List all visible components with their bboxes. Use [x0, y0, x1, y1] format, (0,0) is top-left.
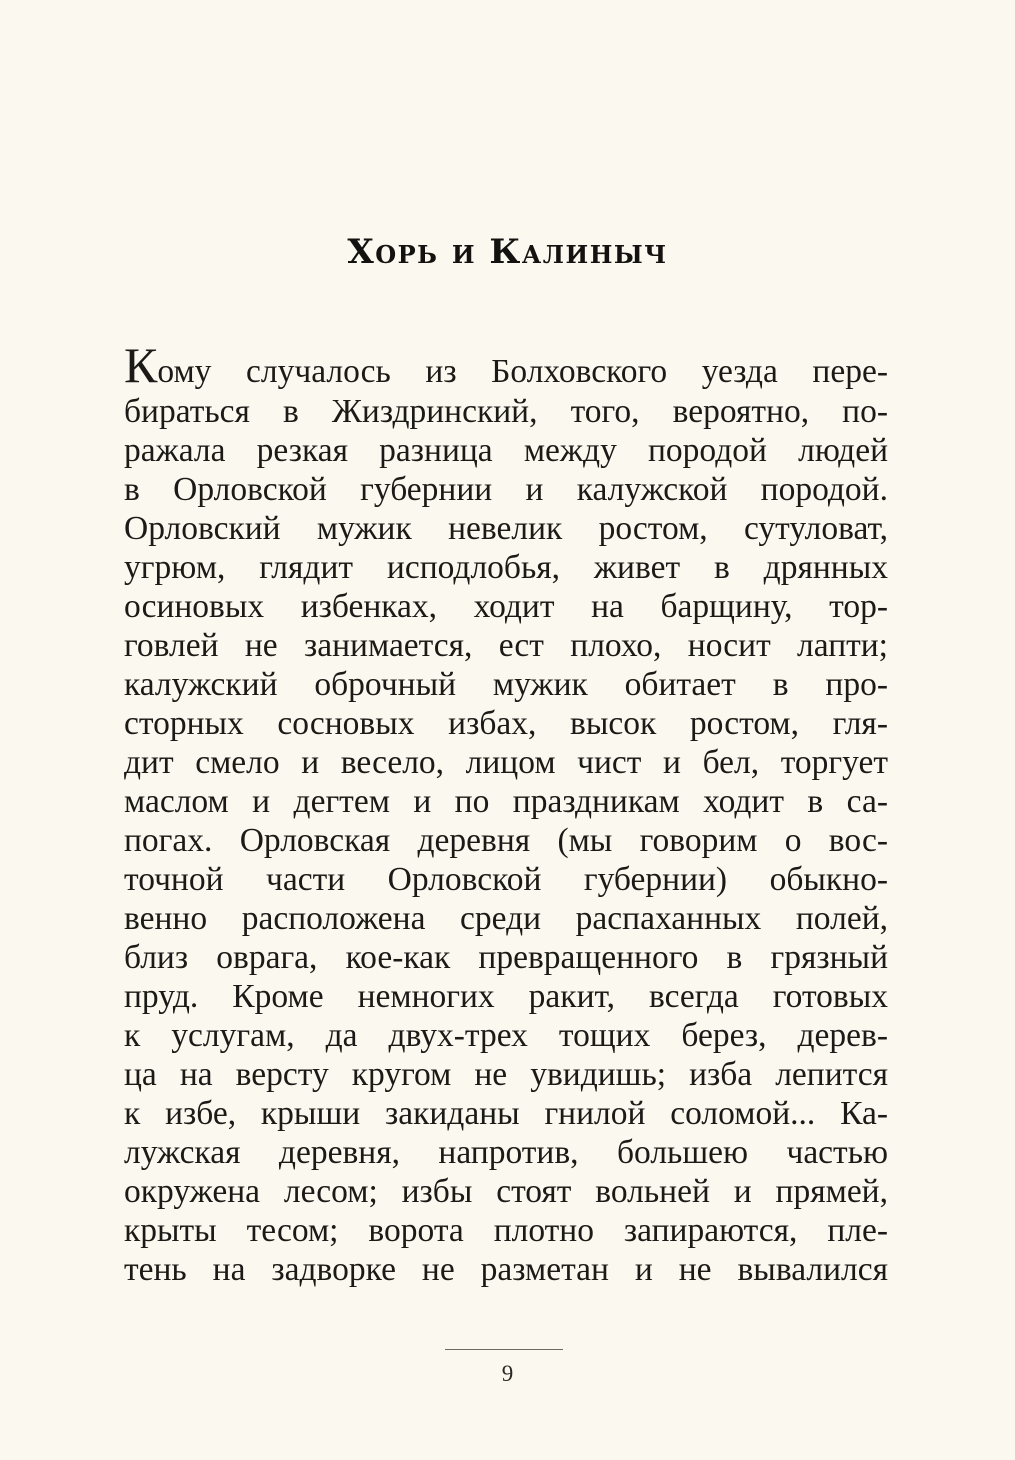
text-line: крыты тесом; ворота плотно запираются, пле- — [124, 1212, 888, 1249]
text-line: осиновых избенках, ходит на барщину, тор- — [124, 588, 888, 625]
text-line: к услугам, да двух-трех тощих берез, дерев- — [124, 1017, 888, 1054]
first-line-text: ому случалось из Болховского уезда пере- — [157, 353, 888, 390]
text-line: ражала резкая разница между породой людей — [124, 432, 888, 469]
text-line: дит смело и весело, лицом чист и бел, торгует — [124, 744, 888, 781]
chapter-title: Хорь и Калиныч — [347, 232, 668, 272]
text-line: говлей не занимается, ест плохо, носит лапти; — [124, 627, 888, 664]
text-line: ца на версту кругом не увидишь; изба лепится — [124, 1056, 888, 1093]
text-line: точной части Орловской губернии) обыкно- — [124, 861, 888, 898]
text-line: калужский оброчный мужик обитает в про- — [124, 666, 888, 703]
text-line: сторных сосновых избах, высок ростом, гля- — [124, 705, 888, 742]
body-text — [124, 340, 888, 1289]
text-line: пруд. Кроме немногих ракит, всегда готовых — [124, 978, 888, 1015]
text-line — [124, 340, 888, 392]
text-line: венно расположена среди распаханных полей, — [124, 900, 888, 937]
text-line: в Орловской губернии и калужской породой. — [124, 471, 888, 508]
text-line: лужская деревня, напротив, большею частью — [124, 1134, 888, 1171]
text-line: маслом и дегтем и по праздникам ходит в са- — [124, 783, 888, 820]
text-line: близ оврага, кое-как превращенного в грязный — [124, 939, 888, 976]
text-line: погах. Орловская деревня (мы говорим о вос- — [124, 822, 888, 859]
drop-cap: К — [124, 340, 158, 392]
text-line: угрюм, глядит исподлобья, живет в дрянных — [124, 549, 888, 586]
text-line: Орловский мужик невелик ростом, сутуловат, — [124, 510, 888, 547]
text-line: окружена лесом; избы стоят вольней и прямей, — [124, 1173, 888, 1210]
page-number: 9 — [501, 1361, 514, 1386]
text-line: тень на задворке не разметан и не вывалился — [124, 1251, 888, 1288]
text-line: к избе, крыши закиданы гнилой соломой... Ка- — [124, 1095, 888, 1132]
footer-rule — [445, 1349, 563, 1350]
text-line: бираться в Жиздринский, того, вероятно, по- — [124, 393, 888, 430]
